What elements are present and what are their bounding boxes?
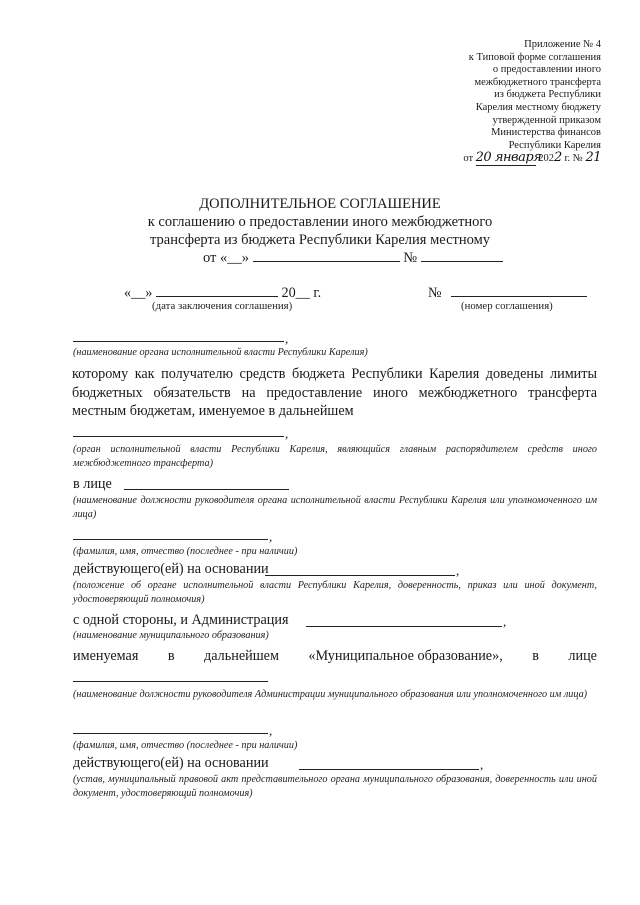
number-blank-line <box>421 250 503 262</box>
annex-line: к Типовой форме соглашения <box>468 51 601 63</box>
acting-basis-line-1 <box>265 575 455 576</box>
comma: , <box>269 529 273 544</box>
named-word: в <box>532 648 539 664</box>
caption-organ: (наименование органа исполнительной власти Республики Карелия) <box>73 347 368 358</box>
day-placeholder: «__» <box>124 285 153 301</box>
annex-block <box>401 39 601 166</box>
named-word: в <box>167 648 175 664</box>
date-caption: (дата заключения соглашения) <box>152 300 293 312</box>
annex-year-prefix: 202 <box>538 153 555 165</box>
organ-main-line <box>73 436 284 437</box>
caption-basis-1: (положение об органе исполнительной власти Республики Карелия, доверенность, приказ или иной документ, удостоверяющий полномочия) <box>73 580 597 605</box>
acting-basis-line-2 <box>299 769 479 770</box>
annex-line: Министерства финансов <box>491 127 601 139</box>
in-person-label: в лице <box>73 476 112 492</box>
organ-name-line <box>73 341 284 342</box>
annex-line: Приложение № 4 <box>524 39 601 50</box>
caption-municipality: (наименование муниципального образования) <box>73 630 269 641</box>
named-municipal-row <box>73 648 597 665</box>
annex-line: Республики Карелия <box>508 139 601 151</box>
handwritten-date: 20 января <box>475 150 542 166</box>
head-admin-line <box>73 681 268 682</box>
fio-line-2 <box>73 733 268 734</box>
named-word: «Муниципальное образование», <box>308 648 503 664</box>
in-person-line <box>124 489 289 490</box>
annex-line: утвержденной приказом <box>492 114 601 126</box>
named-word: лице <box>568 648 597 664</box>
from-number-sign: № <box>403 250 418 266</box>
caption-head-admin: (наименование должности руководителя Администрации муниципального образования или уполномоченного им лица) <box>73 689 588 700</box>
caption-position: (наименование должности руководителя органа исполнительной власти Республики Карелия или уполномоченного им лица) <box>73 495 597 520</box>
year-placeholder: 20__ г. <box>281 285 322 301</box>
acting-basis-label-1: действующего(ей) на основании <box>73 561 269 577</box>
annex-year-suffix: г. № <box>564 153 583 165</box>
annex-line: из бюджета Республики <box>494 89 601 101</box>
caption-organ-main: (орган исполнительной власти Республики Карелия, являющийся главным распорядителем средств иного межбюджетного трансферта) <box>73 444 597 469</box>
comma: , <box>269 723 273 738</box>
named-word: дальнейшем <box>204 648 279 664</box>
annex-line: Карелия местному бюджету <box>475 101 601 113</box>
administration-line <box>306 626 502 627</box>
annex-order-date <box>401 152 601 166</box>
document-title: ДОПОЛНИТЕЛЬНОЕ СОГЛАШЕНИЕ <box>199 196 441 212</box>
one-side-label: с одной стороны, и Администрация <box>73 612 289 628</box>
agreement-number-sign: № <box>428 285 442 301</box>
caption-basis-2: (устав, муниципальный правовой акт представительного органа муниципального образования, доверенность или иной документ, удостоверяющий полномочия) <box>73 774 597 799</box>
comma: , <box>456 563 460 578</box>
handwritten-year-digit: 2 <box>554 150 562 166</box>
fio-line-1 <box>73 539 268 540</box>
comma: , <box>503 614 507 629</box>
from-date-prefix: от «__» <box>203 250 250 266</box>
caption-fio-2: (фамилия, имя, отчество (последнее - при наличии) <box>73 740 298 751</box>
acting-basis-label-2: действующего(ей) на основании <box>73 755 269 771</box>
date-blank-line <box>253 250 400 262</box>
title-line-3: трансферта из бюджета Республики Карелия местному <box>150 232 490 248</box>
number-caption: (номер соглашения) <box>461 300 553 312</box>
comma: , <box>285 426 289 441</box>
comma: , <box>285 331 289 346</box>
named-word: именуемая <box>73 648 139 664</box>
month-blank-line <box>156 285 278 297</box>
annex-date-prefix: от <box>463 153 474 165</box>
annex-line: межбюджетного трансферта <box>474 76 601 88</box>
paragraph-limits: которому как получателю средств бюджета Республики Карелия доведены лимиты бюджетных обязательств на предоставление иного межбюджетного трансферта местным бюджетам, именуемое в дальнейшем <box>72 366 597 419</box>
caption-fio-1: (фамилия, имя, отчество (последнее - при наличии) <box>73 546 298 557</box>
title-from-row <box>203 250 503 267</box>
annex-line: о предоставлении иного <box>492 64 601 76</box>
handwritten-order-number: 21 <box>585 150 601 166</box>
agreement-number-line <box>451 285 587 297</box>
comma: , <box>480 757 484 772</box>
title-line-2: к соглашению о предоставлении иного межбюджетного <box>147 214 493 230</box>
